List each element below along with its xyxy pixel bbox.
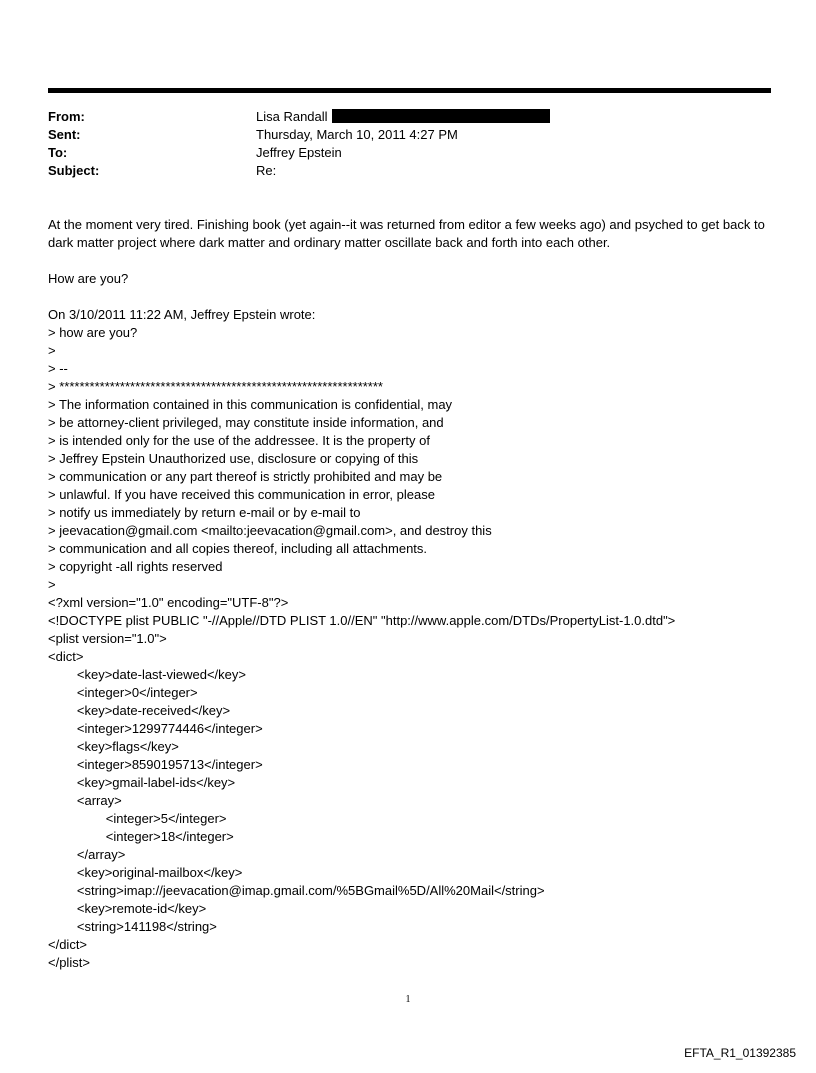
body-paragraph: At the moment very tired. Finishing book (yet again--it was returned from editor a few weeks ago) and psyched to get back to dark matter project where dark matter and ordinary matter oscillate back and forth into each other. bbox=[48, 217, 765, 250]
text-line: <key>original-mailbox</key> bbox=[48, 865, 243, 880]
from-value: Lisa Randall bbox=[256, 109, 328, 124]
to-value: Jeffrey Epstein bbox=[256, 145, 342, 160]
quoted-content bbox=[48, 306, 778, 972]
text-line: > how are you? bbox=[48, 325, 138, 340]
text-line: <key>remote-id</key> bbox=[48, 901, 207, 916]
text-line: > Jeffrey Epstein Unauthorized use, disclosure or copying of this bbox=[48, 451, 419, 466]
sent-row bbox=[48, 126, 768, 144]
text-line: </dict> bbox=[48, 937, 88, 952]
text-line: On 3/10/2011 11:22 AM, Jeffrey Epstein wrote: bbox=[48, 307, 316, 322]
document-id: EFTA_R1_01392385 bbox=[684, 1046, 796, 1060]
text-line: <key>date-received</key> bbox=[48, 703, 231, 718]
text-line: <string>imap://jeevacation@imap.gmail.com/%5BGmail%5D/All%20Mail</string> bbox=[48, 883, 545, 898]
from-row bbox=[48, 108, 768, 126]
text-line: <integer>8590195713</integer> bbox=[48, 757, 263, 772]
sent-value: Thursday, March 10, 2011 4:27 PM bbox=[256, 127, 458, 142]
subject-label: Subject: bbox=[48, 163, 100, 178]
subject-value: Re: bbox=[256, 163, 277, 178]
text-line: <key>gmail-label-ids</key> bbox=[48, 775, 236, 790]
to-label: To: bbox=[48, 145, 68, 160]
text-line: <plist version="1.0"> bbox=[48, 631, 167, 646]
redaction-block bbox=[332, 109, 550, 123]
text-line: <integer>0</integer> bbox=[48, 685, 198, 700]
text-line: <?xml version="1.0" encoding="UTF-8"?> bbox=[48, 595, 289, 610]
text-line: > The information contained in this communication is confidential, may bbox=[48, 397, 453, 412]
text-line: <integer>5</integer> bbox=[48, 811, 227, 826]
text-line: </plist> bbox=[48, 955, 90, 970]
email-body bbox=[48, 216, 778, 972]
page-number: 1 bbox=[405, 994, 411, 1005]
text-line: <string>141198</string> bbox=[48, 919, 217, 934]
text-line: > -- bbox=[48, 361, 68, 376]
text-line: > bbox=[48, 343, 56, 358]
text-line: > bbox=[48, 577, 56, 592]
text-line: > is intended only for the use of the addressee. It is the property of bbox=[48, 433, 430, 448]
sent-label: Sent: bbox=[48, 127, 81, 142]
text-line: > unlawful. If you have received this communication in error, please bbox=[48, 487, 435, 502]
subject-row bbox=[48, 162, 768, 180]
text-line: > communication and all copies thereof, including all attachments. bbox=[48, 541, 428, 556]
text-line: > jeevacation@gmail.com <mailto:jeevacation@gmail.com>, and destroy this bbox=[48, 523, 492, 538]
text-line: > **************************************************************** bbox=[48, 379, 383, 394]
text-line: </array> bbox=[48, 847, 126, 862]
text-line: > copyright -all rights reserved bbox=[48, 559, 223, 574]
text-line: <array> bbox=[48, 793, 122, 808]
text-line: <!DOCTYPE plist PUBLIC "-//Apple//DTD PLIST 1.0//EN" "http://www.apple.com/DTDs/PropertyList-1.0.dtd"> bbox=[48, 613, 676, 628]
text-line: <integer>18</integer> bbox=[48, 829, 234, 844]
email-header bbox=[48, 108, 768, 180]
text-line: > be attorney-client privileged, may constitute inside information, and bbox=[48, 415, 444, 430]
text-line: <dict> bbox=[48, 649, 84, 664]
header-rule bbox=[48, 88, 771, 93]
text-line: <key>flags</key> bbox=[48, 739, 179, 754]
body-greeting: How are you? bbox=[48, 271, 129, 286]
from-label: From: bbox=[48, 109, 85, 124]
text-line: > notify us immediately by return e-mail or by e-mail to bbox=[48, 505, 361, 520]
text-line: <key>date-last-viewed</key> bbox=[48, 667, 246, 682]
text-line: <integer>1299774446</integer> bbox=[48, 721, 263, 736]
to-row bbox=[48, 144, 768, 162]
text-line: > communication or any part thereof is strictly prohibited and may be bbox=[48, 469, 443, 484]
